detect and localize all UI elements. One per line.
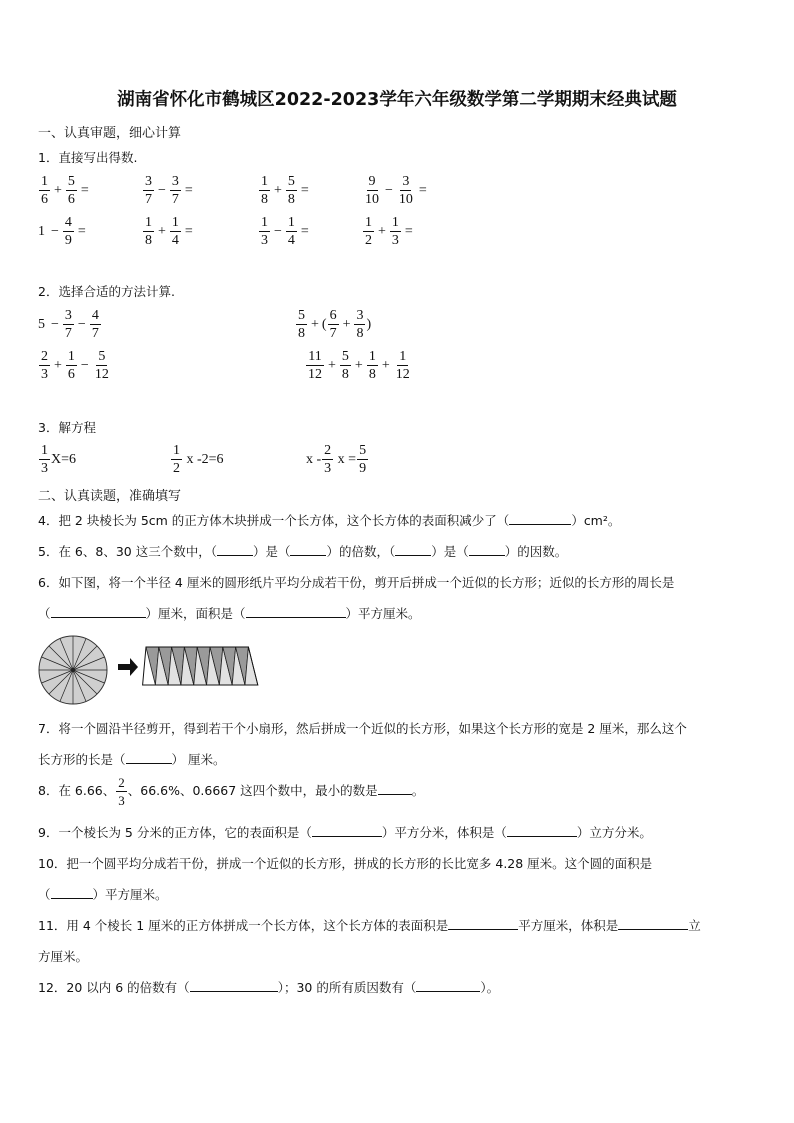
fraction: $\frac{1}{6}$ bbox=[41, 174, 48, 207]
question-6-line-1: 6．如下图，将一个半径 4 厘米的圆形纸片平均分成若干份，剪开后拼成一个近似的长方形；近似的长方形的周长是 bbox=[38, 575, 675, 590]
q1-item-1: $\frac{1}{6}$ + $\frac{5}{6}$ = bbox=[41, 174, 89, 207]
question-10-line-2: （ ）平方厘米。 bbox=[38, 887, 168, 902]
q3-equation-3: x - $\frac{2}{3}$ x = $\frac{5}{9}$ bbox=[306, 443, 367, 476]
answer-blank[interactable] bbox=[448, 917, 518, 930]
answer-blank[interactable] bbox=[469, 543, 505, 556]
answer-blank[interactable] bbox=[217, 543, 253, 556]
q2-expression-4: $\frac{11}{12}$ + $\frac{5}{8}$ + $\frac{1}{8}$ + $\frac{1}{12}$ bbox=[308, 349, 410, 382]
fraction: $\frac{2}{3}$ bbox=[118, 775, 125, 808]
question-11-line-2: 方厘米。 bbox=[38, 949, 89, 964]
q1-item-4: $\frac{9}{10}$ − $\frac{3}{10}$ = bbox=[365, 174, 427, 207]
fraction: $\frac{11}{12}$ bbox=[308, 349, 322, 382]
answer-blank[interactable] bbox=[618, 917, 688, 930]
fraction: $\frac{5}{12}$ bbox=[94, 349, 109, 382]
answer-blank[interactable] bbox=[312, 824, 382, 837]
fraction: $\frac{2}{3}$ bbox=[41, 349, 48, 382]
arrow-icon bbox=[118, 658, 138, 676]
question-8: 8．在 6.66、 $\frac{2}{3}$ 、66.6%、0.6667 这四个数中，最小的数是 。 bbox=[38, 775, 425, 808]
fraction: $\frac{1}{3}$ bbox=[41, 443, 48, 476]
q1-item-2: $\frac{3}{7}$ − $\frac{3}{7}$ = bbox=[145, 174, 193, 207]
fraction: $\frac{1}{3}$ bbox=[261, 215, 268, 248]
q1-item-8: $\frac{1}{2}$ + $\frac{1}{3}$ = bbox=[365, 215, 413, 248]
question-7-line-1: 7．将一个圆沿半径剪开，得到若干个小扇形，然后拼成一个近似的长方形，如果这个长方形的宽是 2 厘米，那么这个 bbox=[38, 721, 687, 736]
fraction: $\frac{3}{8}$ bbox=[356, 308, 364, 341]
answer-blank[interactable] bbox=[509, 512, 571, 525]
fraction: $\frac{3}{7}$ bbox=[145, 174, 152, 207]
answer-blank[interactable] bbox=[507, 824, 577, 837]
q2-expression-2: $\frac{5}{8}$ + ( $\frac{6}{7}$ + $\frac{3}{8}$ ) bbox=[298, 308, 372, 341]
answer-blank[interactable] bbox=[378, 782, 412, 795]
fraction: $\frac{1}{2}$ bbox=[365, 215, 372, 248]
fraction: $\frac{1}{6}$ bbox=[67, 349, 75, 382]
fraction: $\frac{5}{6}$ bbox=[67, 174, 75, 207]
question-9: 9．一个棱长为 5 分米的正方体，它的表面积是（ ）平方分米，体积是（ ）立方分米。 bbox=[38, 825, 652, 840]
fraction: $\frac{1}{8}$ bbox=[145, 215, 152, 248]
question-10-line-1: 10．把一个圆平均分成若干份，拼成一个近似的长方形，拼成的长方形的长比宽多 4.28 厘米。这个圆的面积是 bbox=[38, 856, 653, 871]
section-2-heading: 二、认真读题，准确填写 bbox=[38, 489, 182, 504]
q2-expression-3: $\frac{2}{3}$ + $\frac{1}{6}$ − $\frac{5}{12}$ bbox=[41, 349, 109, 382]
q1-item-6: $\frac{1}{8}$ + $\frac{1}{4}$ = bbox=[145, 215, 193, 248]
fraction: $\frac{5}{8}$ bbox=[341, 349, 349, 382]
fraction: $\frac{5}{8}$ bbox=[298, 308, 305, 341]
q1-label: 1．直接写出得数. bbox=[38, 150, 138, 165]
q1-item-3: $\frac{1}{8}$ + $\frac{5}{8}$ = bbox=[261, 174, 309, 207]
fraction: $\frac{1}{8}$ bbox=[261, 174, 268, 207]
q3-equation-1: $\frac{1}{3}$ X=6 bbox=[41, 443, 77, 476]
answer-blank[interactable] bbox=[416, 979, 480, 992]
circle-to-rectangle-figure bbox=[38, 635, 278, 707]
question-11-line-1: 11．用 4 个棱长 1 厘米的正方体拼成一个长方体，这个长方体的表面积是 平方厘米，体积是 立 bbox=[38, 918, 701, 933]
question-5: 5．在 6、8、30 这三个数中，（ ）是（ ）的倍数，（ ）是（ ）的因数。 bbox=[38, 544, 568, 559]
fraction: $\frac{1}{8}$ bbox=[368, 349, 376, 382]
approximate-rectangle bbox=[143, 647, 258, 685]
answer-blank[interactable] bbox=[51, 605, 146, 618]
answer-blank[interactable] bbox=[290, 543, 326, 556]
page-title: 湖南省怀化市鹤城区2022-2023学年六年级数学第二学期期末经典试题 bbox=[117, 90, 677, 110]
q2-label: 2．选择合适的方法计算. bbox=[38, 284, 175, 299]
fraction: $\frac{6}{7}$ bbox=[329, 308, 337, 341]
question-7-line-2: 长方形的长是（ ） 厘米。 bbox=[38, 752, 226, 767]
fraction: $\frac{2}{3}$ bbox=[324, 443, 332, 476]
fraction: $\frac{3}{10}$ bbox=[398, 174, 413, 207]
q3-equation-2: $\frac{1}{2}$ x -2=6 bbox=[173, 443, 224, 476]
fraction: $\frac{5}{8}$ bbox=[287, 174, 295, 207]
answer-blank[interactable] bbox=[126, 751, 172, 764]
fraction: $\frac{4}{7}$ bbox=[91, 308, 99, 341]
question-6-line-2: （ ）厘米，面积是（ ）平方厘米。 bbox=[38, 606, 421, 621]
q2-expression-1: 5 − $\frac{3}{7}$ − $\frac{4}{7}$ bbox=[38, 308, 99, 341]
fraction: $\frac{1}{2}$ bbox=[173, 443, 180, 476]
fraction: $\frac{3}{7}$ bbox=[171, 174, 179, 207]
question-4: 4．把 2 块棱长为 5cm 的正方体木块拼成一个长方体，这个长方体的表面积减少了（ ）cm²。 bbox=[38, 513, 621, 528]
question-12: 12．20 以内 6 的倍数有（ ）；30 的所有质因数有（ ）。 bbox=[38, 980, 500, 995]
fraction: $\frac{1}{4}$ bbox=[287, 215, 295, 248]
answer-blank[interactable] bbox=[246, 605, 346, 618]
fraction: $\frac{1}{4}$ bbox=[171, 215, 179, 248]
fraction: $\frac{3}{7}$ bbox=[64, 308, 72, 341]
fraction: $\frac{5}{9}$ bbox=[359, 443, 367, 476]
answer-blank[interactable] bbox=[395, 543, 431, 556]
answer-blank[interactable] bbox=[190, 979, 278, 992]
answer-blank[interactable] bbox=[51, 886, 93, 899]
fraction: $\frac{1}{12}$ bbox=[395, 349, 410, 382]
section-1-heading: 一、认真审题，细心计算 bbox=[38, 126, 182, 141]
divided-circle bbox=[39, 636, 107, 704]
q1-item-7: $\frac{1}{3}$ − $\frac{1}{4}$ = bbox=[261, 215, 309, 248]
q3-label: 3．解方程 bbox=[38, 420, 96, 435]
fraction: $\frac{9}{10}$ bbox=[365, 174, 379, 207]
fraction: $\frac{4}{9}$ bbox=[64, 215, 72, 248]
q1-item-5: 1 − $\frac{4}{9}$ = bbox=[38, 215, 86, 248]
fraction: $\frac{1}{3}$ bbox=[391, 215, 399, 248]
